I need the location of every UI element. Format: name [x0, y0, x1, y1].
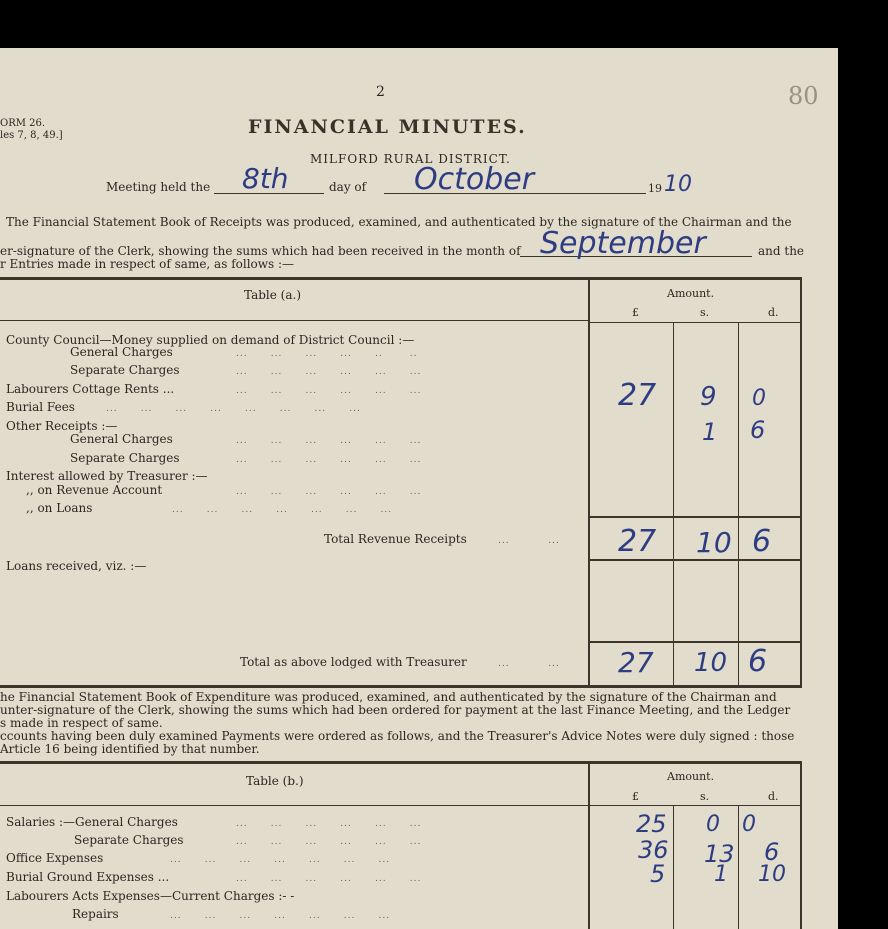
meeting-year: 10: [664, 172, 692, 197]
office-expenses-pence: 6: [764, 838, 780, 866]
day-of-label: day of: [329, 180, 367, 194]
expenditure-intro-line4: ccounts having been duly examined Payments were ordered as follows, and the Treasurer's Advice Notes were duly signed : those: [0, 729, 795, 743]
salaries-pounds: 25: [636, 810, 667, 838]
table-b-title: Table (b.): [246, 774, 304, 788]
office-expenses-shillings: 13: [704, 840, 735, 868]
table-b-pence-header: d.: [768, 790, 779, 803]
expenditure-intro-line5: Article 16 being identified by that number.: [0, 742, 260, 756]
receipts-intro-line2: er-signature of the Clerk, showing the sums which had been received in the month of: [0, 244, 521, 258]
total-revenue-label: Total Revenue Receipts: [324, 532, 467, 546]
table-row: General Charges: [70, 432, 173, 446]
total-revenue-shillings: 10: [696, 526, 732, 559]
table-row: Office Expenses: [6, 851, 104, 865]
cottage-rents-pence: 0: [752, 386, 766, 411]
expenditure-intro-line2: unter-signature of the Clerk, showing the sums which had been ordered for payment at the last Finance Meeting, and the Ledger: [0, 703, 791, 717]
year-prefix: 19: [648, 182, 662, 195]
page-number: 2: [376, 84, 385, 100]
table-a-pounds-header: £: [632, 306, 639, 319]
form-rules: les 7, 8, 49.]: [0, 130, 63, 141]
table-a-pence-header: d.: [768, 306, 779, 319]
table-row: County Council—Money supplied on demand of District Council :—: [6, 333, 415, 347]
table-row: Interest allowed by Treasurer :—: [6, 469, 208, 483]
table-b-shillings-header: s.: [700, 790, 710, 803]
expenditure-intro-line1: he Financial Statement Book of Expenditure was produced, examined, and authenticated by the signature of the Chairman and: [0, 690, 777, 704]
table-b-pounds-header: £: [632, 790, 639, 803]
table-row: Separate Charges: [70, 363, 180, 377]
total-revenue-pounds: 27: [618, 524, 657, 559]
burial-ground-pence: 10: [758, 862, 786, 887]
meeting-day: 8th: [242, 162, 289, 195]
meeting-prefix: Meeting held the: [106, 180, 211, 194]
expenditure-intro-line3: s made in respect of same.: [0, 716, 163, 730]
table-row: Burial Ground Expenses ...: [6, 870, 170, 884]
total-lodged-shillings: 10: [694, 648, 728, 678]
receipts-intro-and: and the: [758, 244, 805, 258]
office-expenses-pounds: 36: [638, 836, 669, 864]
total-revenue-pence: 6: [752, 524, 772, 559]
district-name: MILFORD RURAL DISTRICT.: [310, 152, 511, 166]
receipts-intro-line1: The Financial Statement Book of Receipts was produced, examined, and authenticated by the signature of the Chairman and the: [6, 215, 792, 229]
table-row: Separate Charges: [70, 451, 180, 465]
table-a-shillings-header: s.: [700, 306, 710, 319]
table-row: Burial Fees: [6, 400, 75, 414]
table-row: Repairs: [72, 907, 119, 921]
cottage-rents-pounds: 27: [618, 378, 657, 413]
table-row: Labourers Acts Expenses—Current Charges :- -: [6, 889, 295, 903]
other-receipts-pence: 6: [750, 416, 766, 444]
salaries-pence: 0: [742, 812, 756, 837]
burial-ground-shillings: 1: [714, 862, 728, 887]
table-row: Separate Charges: [74, 833, 184, 847]
table-row: Other Receipts :—: [6, 419, 118, 433]
total-lodged-label: Total as above lodged with Treasurer: [240, 655, 467, 669]
table-a-title: Table (a.): [244, 288, 301, 302]
receipts-intro-line3: r Entries made in respect of same, as follows :—: [0, 257, 295, 271]
table-row: ,, on Loans: [26, 501, 93, 515]
cottage-rents-shillings: 9: [700, 382, 717, 412]
total-lodged-pounds: 27: [618, 646, 654, 679]
table-row: Labourers Cottage Rents ...: [6, 382, 175, 396]
table-row: ,, on Revenue Account: [26, 483, 163, 497]
salaries-shillings: 0: [706, 812, 720, 837]
document-page: 2 80 ORM 26. les 7, 8, 49.] FINANCIAL MINUTES. MILFORD RURAL DISTRICT. Meeting held the 8th day of October 19 10 The Financial Statement Book of Receipts was produced, examined, and authenticated by the signature of the Chairman and the er-signature of the Clerk, showing the sums which had been received in the month of September and the r Entries made in respect of same, as follows :— Table (a.) Amount. £ s. d. County Council—Money supplied on demand of District Council :— General Charges Separate Charges Labourers Cottage Rents ... Burial Fees Other Receipts :— General Charges Separate Charges Interest allowed by Treasurer :— ,, on Revenue Account ,, on Loans ... ... ... ... .. .. ... ... ... ... ... ... ... ... ... ... ... ... ... ... ... ... ... ... ... ... ... ... ... ... ... ... ... ... ... ... ... ... ... ... ... ... ... ... ... ... ... ... ... ... ... 27 9 0 1 6 Total Revenue Receipts ... ... 27 10 6 Loans received, viz. :— Total as above lodged with Treasurer ... ... 27 10 6 he Financial Statement Book of Expenditure was produced, examined, and authenticated by the signature of the Chairman and unter-signature of the Clerk, showing the sums which had been ordered for payment at the last Finance Meeting, and the Ledger s made in respect of same. ccounts having been duly examined Payments were ordered as follows, and the Treasurer's Advice Notes were duly signed : those Article 16 being identified by that number. Table (b.) Amount. £ s. d. Salaries :—General Charges Separate Charges Office Expenses Burial Ground Expenses ... Labourers Acts Expenses—Current Charges :- - Repairs ... ... ... ... ... ... ... ... ... ... ... ... ... ... ... ... ... ... ... ... ... ... ... ... ... ... ... ... ... ... ... ... 25 0 0 36 13 6 5 1 10: [0, 48, 838, 929]
receipts-month: September: [540, 226, 706, 261]
document-title: FINANCIAL MINUTES.: [248, 116, 527, 138]
table-row: General Charges: [70, 345, 173, 359]
table-a-amount-header: Amount.: [667, 287, 715, 300]
table-b-amount-header: Amount.: [667, 770, 715, 783]
total-lodged-pence: 6: [748, 644, 768, 679]
table-row: Salaries :—General Charges: [6, 815, 178, 829]
stamp-number: 80: [788, 82, 819, 110]
meeting-month: October: [414, 162, 535, 197]
form-reference: ORM 26.: [0, 118, 46, 129]
other-receipts-shillings: 1: [702, 418, 718, 446]
loans-received-label: Loans received, viz. :—: [6, 559, 147, 573]
burial-ground-pounds: 5: [650, 860, 666, 888]
